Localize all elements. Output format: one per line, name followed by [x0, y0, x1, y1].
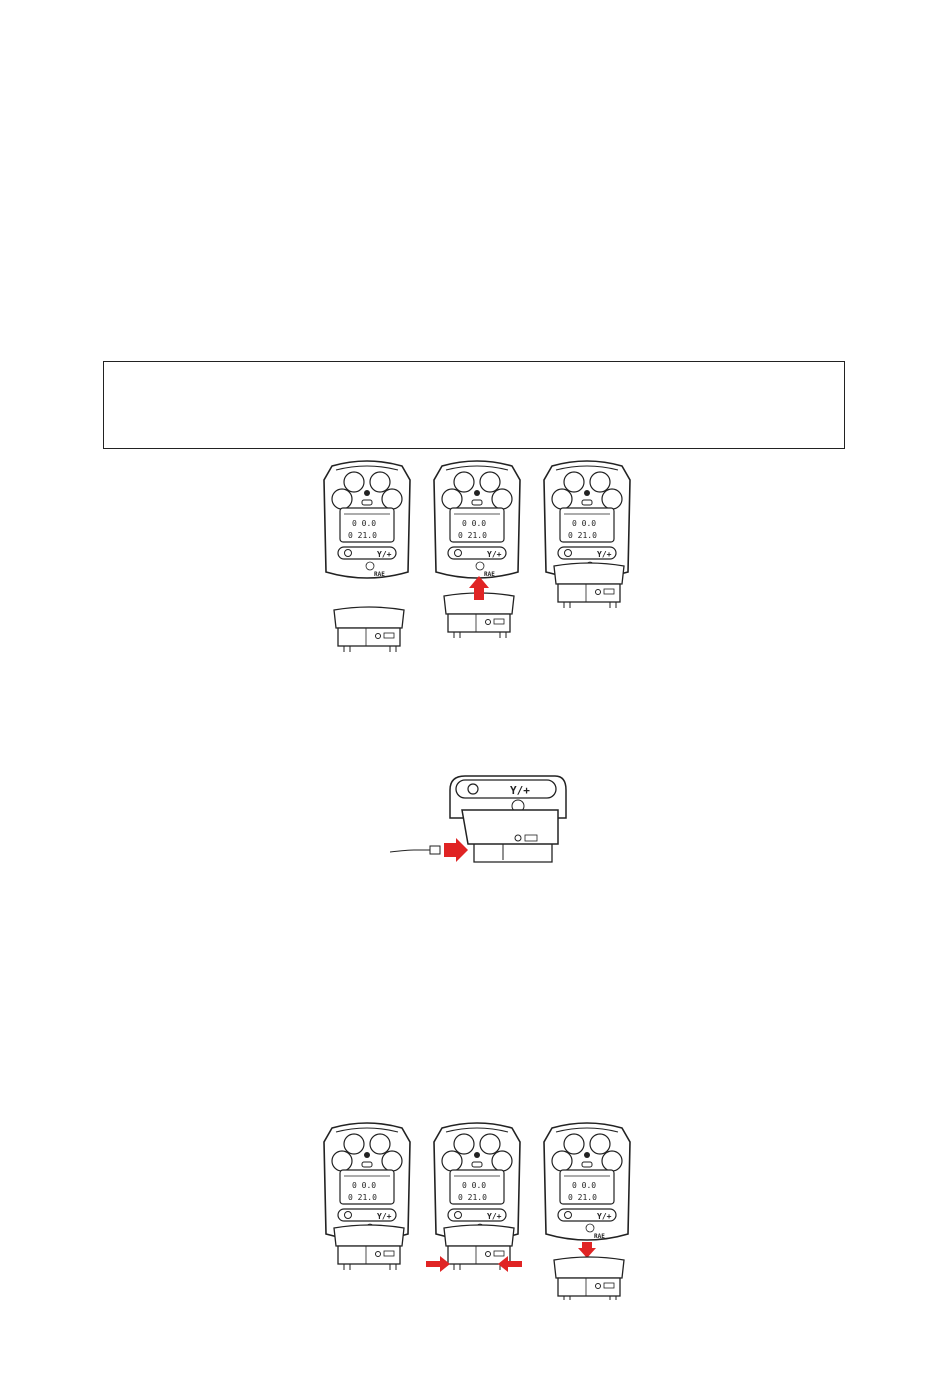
device-step-3	[544, 461, 630, 578]
arrow-right	[444, 838, 468, 862]
figure-remove-base	[318, 1120, 638, 1300]
base-step-1	[334, 607, 404, 652]
figure-charge	[390, 770, 570, 870]
base-step-3	[554, 563, 624, 608]
device-remove-1	[324, 1123, 410, 1240]
device-remove-3	[544, 1123, 630, 1240]
figure-attach-base	[318, 458, 638, 658]
base-remove-3	[554, 1257, 624, 1300]
arrow-down	[578, 1242, 596, 1258]
base-remove-1	[334, 1225, 404, 1270]
device-step-1	[324, 461, 410, 578]
svg-text:Y/+: Y/+	[510, 784, 530, 797]
device-step-2	[434, 461, 520, 578]
arrow-squeeze-left	[426, 1256, 450, 1272]
notice-box	[103, 361, 845, 449]
device-remove-2	[434, 1123, 520, 1240]
